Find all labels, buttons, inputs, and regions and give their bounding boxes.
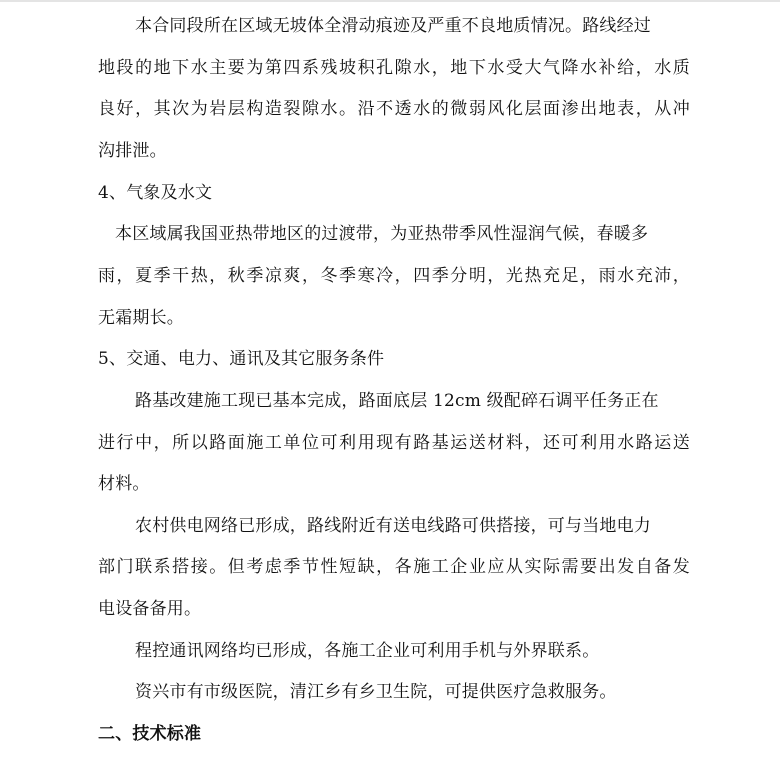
transport-line-1: 路基改建施工现已基本完成，路面底层 12cm 级配碎石调平任务正在 xyxy=(135,391,659,411)
transport-line-3: 材料。 xyxy=(98,474,150,494)
section-4-title: 4、气象及水文 xyxy=(98,183,213,203)
section-2-title: 二、技术标准 xyxy=(98,724,202,744)
geology-line-4: 沟排泄。 xyxy=(98,141,167,161)
geology-line-2: 地段的地下水主要为第四系残坡积孔隙水，地下水受大气降水补给，水质 xyxy=(98,58,690,78)
geology-line-1: 本合同段所在区域无坡体全滑动痕迹及严重不良地质情况。路线经过 xyxy=(135,16,651,36)
transport-line-2: 进行中，所以路面施工单位可利用现有路基运送材料，还可利用水路运送 xyxy=(98,433,690,453)
telecom-line: 程控通讯网络均已形成，各施工企业可利用手机与外界联系。 xyxy=(135,641,600,661)
page-top-rule xyxy=(0,0,780,2)
climate-line-2: 雨，夏季干热，秋季凉爽，冬季寒冷，四季分明，光热充足，雨水充沛， xyxy=(98,266,690,286)
power-line-3: 电设备备用。 xyxy=(98,599,202,619)
climate-line-3: 无霜期长。 xyxy=(98,308,184,328)
medical-line: 资兴市有市级医院，清江乡有乡卫生院，可提供医疗急救服务。 xyxy=(135,682,617,702)
geology-line-3: 良好，其次为岩层构造裂隙水。沿不透水的微弱风化层面渗出地表，从冲 xyxy=(98,99,690,119)
climate-line-1: 本区域属我国亚热带地区的过渡带，为亚热带季风性湿润气候，春暖多 xyxy=(115,224,649,244)
power-line-1: 农村供电网络已形成，路线附近有送电线路可供搭接，可与当地电力 xyxy=(135,516,651,536)
section-5-title: 5、交通、电力、通讯及其它服务条件 xyxy=(98,349,385,369)
power-line-2: 部门联系搭接。但考虑季节性短缺，各施工企业应从实际需要出发自备发 xyxy=(98,557,690,577)
